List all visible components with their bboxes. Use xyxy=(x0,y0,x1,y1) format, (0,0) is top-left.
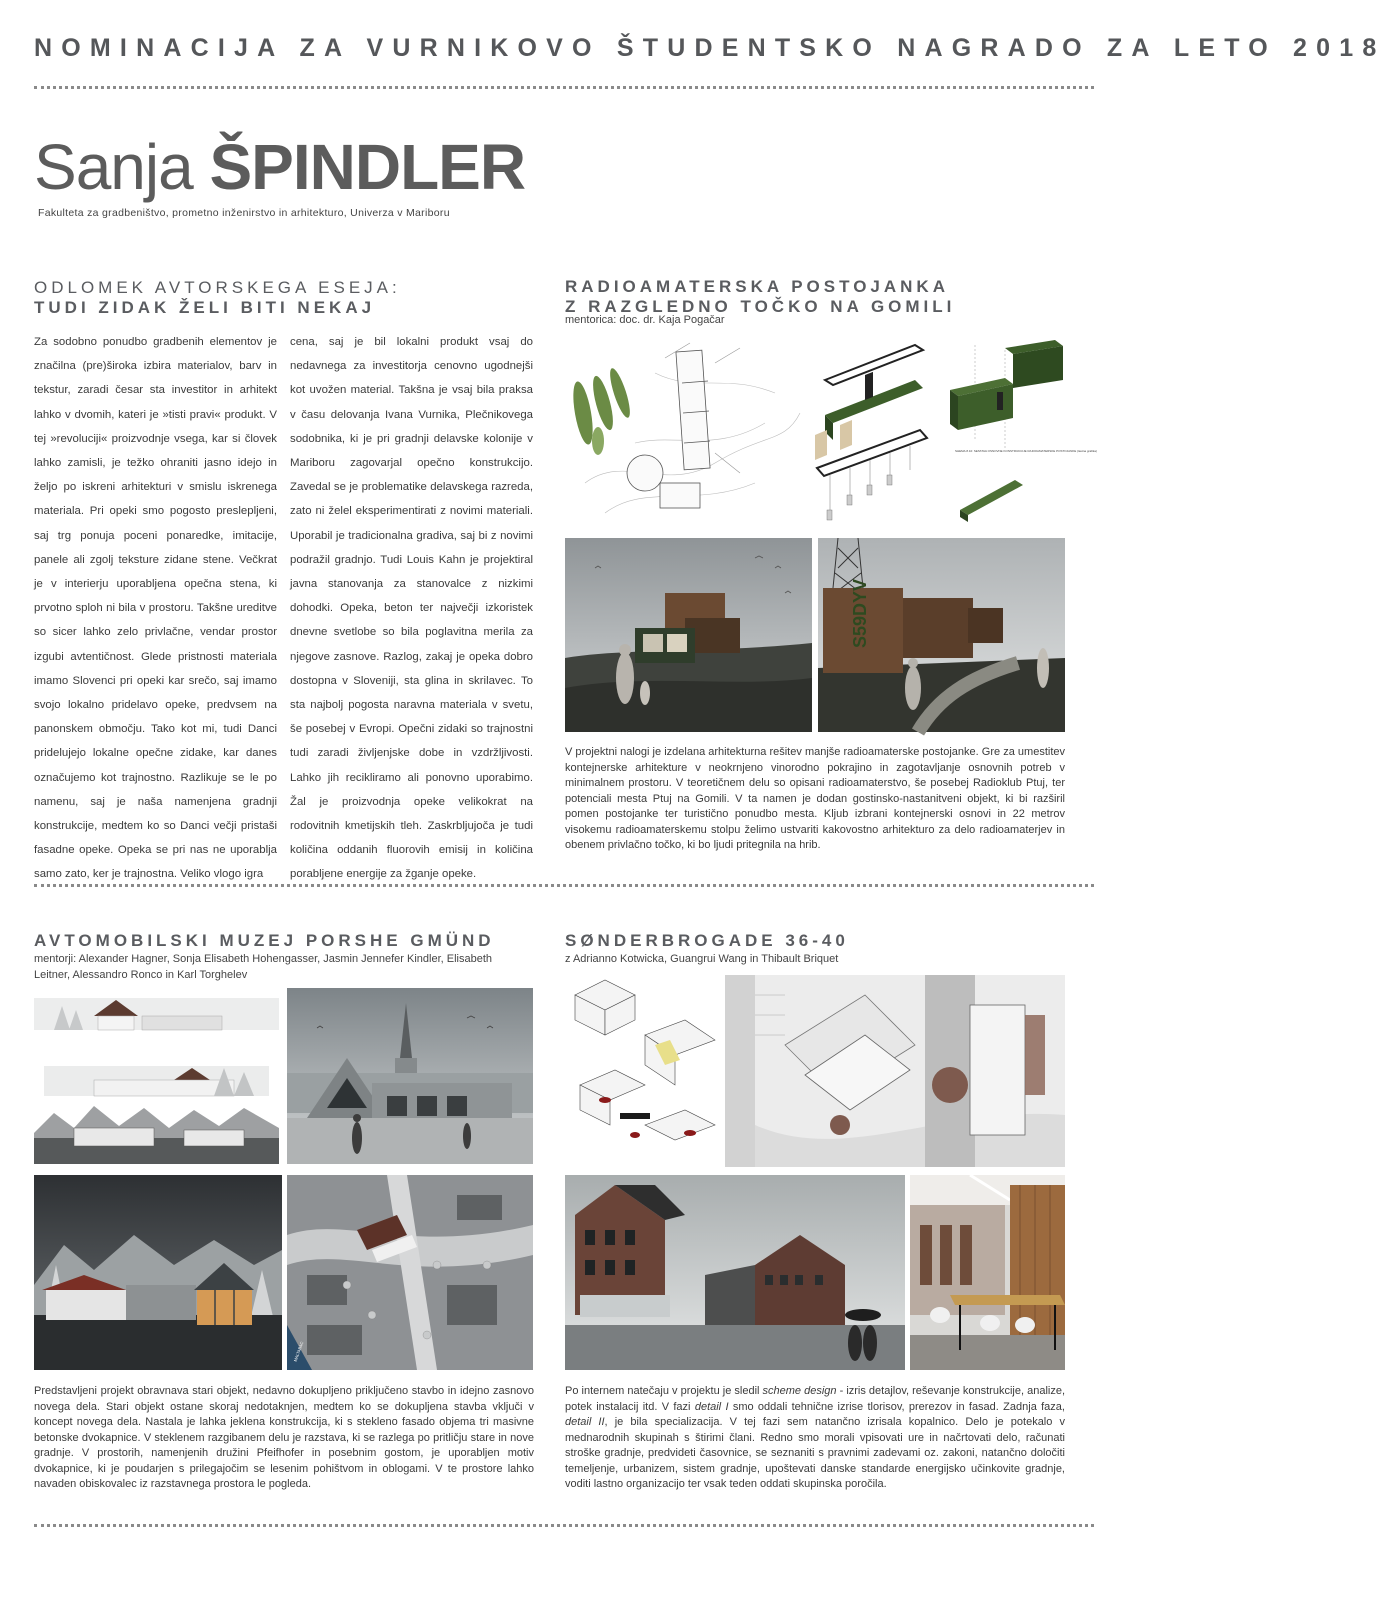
dotted-divider xyxy=(34,86,1094,89)
project1-mentor: mentorica: doc. dr. Kaja Pogačar xyxy=(565,314,725,326)
project2-mentor: mentorji: Alexander Hagner, Sonja Elisabeth Hohengasser, Jasmin Jennefer Kindler, Elisabeth Leitner, Alessandro Ronco in Karl Torghelev xyxy=(34,953,492,981)
project3-axonometric-details xyxy=(565,975,720,1167)
essay-column-1: Za sodobno ponudbo gradbenih elementov je značilna (pre)široka izbira materialov, barv in tekstur, zaradi česar sta investitor in arhitekt lahko v dvomih, kateri je »tisti pravi« produkt. V tej »revoluciji« proizvodnje vsega, kar si človek lahko zamisli, je težko ohraniti jasno idejo in željo po iskreni arhitekturi v smislu iskrenega materiala. Pri opeki smo pogosto preslepljeni, saj trg ponuja poceni ponaredke, imitacije, panele ali zgolj teksture zidane stene. Večkrat je v interierju uporabljena opečna stena, ki prvotno sploh ni bila v prostoru. Takšne ureditve so sicer lahko zelo privlačne, vendar prostor izgubi avtentičnost. Glede pristnosti materiala imamo Slovenci pri opeki kar srečo, saj imamo svojo lokalno pridelavo opeke, predvsem na panonskem območju. Tako kot mi, tudi Danci pridelujejo lokalne opečne zidake, kar danes označujemo kot trajnostno. Razlikuje se le po namenu, saj je naša namenjena gradnji konstrukcije, medtem ko so Danci večji pristaši fasadne opeke. Opeka se pri nas ne uporablja samo zato, ker je trajnostna. Veliko vlogo igra xyxy=(34,336,277,881)
author-last-name: ŠPINDLER xyxy=(209,131,526,203)
project2-site-map xyxy=(287,1175,533,1370)
project1-site-plan xyxy=(565,333,805,523)
project1-render-sign: S59DYV xyxy=(850,578,870,648)
project2-square-render xyxy=(287,988,533,1164)
author-affiliation: Fakulteta za gradbeništvo, prometno inženirstvo in arhitekturo, Univerza v Mariboru xyxy=(38,207,450,219)
project2-description: Predstavljeni projekt obravnava stari objekt, nedavno dokupljeno priključeno stavbo in idejno zasnovo novega dela. Stari objekt ostane skoraj nedotaknjen, medtem ko se dokupljena stavba vključi v koncept novega dela. Nastala je lahka jeklena konstrukcija, ki s stekleno fasado objema tri masivne betonske dvokapnice. V steklenem razgibanem delu je razstava, ki se razlega po pritličju stare in nove gradnje. V prostorih, namenjenih družini Pfeifhofer in posebnim gostom, je uporabljen motiv dvokapnice, ki je poudarjen s prilegajočim se lesenim pohištvom in oblogami. V te prostore lahko navaden obiskovalec iz razstavnega prostora le pogleda. xyxy=(34,1385,534,1490)
project3-text-part1: Po internem natečaju v projektu je sledil xyxy=(565,1385,763,1397)
project2-title: AVTOMOBILSKI MUZEJ PORSHE GMÜND xyxy=(34,931,495,950)
author-name xyxy=(34,130,525,204)
project3-exterior-render xyxy=(565,1175,905,1370)
project3-text-part3: smo oddali tehnične izrise tlorisov, prerezov in fasad. Zadnja faza, xyxy=(728,1400,1065,1413)
dotted-divider xyxy=(34,1524,1094,1527)
essay-title-line2: TUDI ZIDAK ŽELI BITI NEKAJ xyxy=(34,298,376,317)
essay-title-line1: ODLOMEK AVTORSKEGA ESEJA: xyxy=(34,278,401,297)
project3-text-em1: scheme design xyxy=(762,1385,837,1397)
project3-description xyxy=(565,1384,1065,1493)
project1-render-left xyxy=(565,538,812,732)
project1-render-right xyxy=(818,538,1065,732)
author-first-name: Sanja xyxy=(34,131,193,203)
project1-title-line1: RADIOAMATERSKA POSTOJANKA xyxy=(565,277,949,296)
project3-interior-render xyxy=(910,1175,1065,1370)
project3-text-part2: - izris detajlov, reševanje konstrukcije, analize, potek instalacij itd. V fazi xyxy=(565,1385,1066,1413)
project1-title-line2: Z RAZGLEDNO TOČKO NA GOMILI xyxy=(565,297,956,316)
project3-text-em2: detail I xyxy=(694,1400,729,1413)
project3-title: SØNDERBROGADE 36-40 xyxy=(565,931,849,950)
project2-night-render xyxy=(34,1175,282,1370)
project2-map-label: MALTABAC xyxy=(292,1340,305,1363)
project1-exploded-axonometry xyxy=(805,340,945,525)
project1-scheme-caption: SHEMA 8.10: SESTAVA OSNOVNE KONSTRUKCIJE RADIOAMATERSKE POSTOJANKE (lastna grafika) xyxy=(955,449,1097,453)
project1-description: V projektni nalogi je izdelana arhitekturna rešitev manjše radioamaterske postojanke. Gre za umestitev kontejnerske arhitekture v neokrnjeno vinorodno pokrajino in zagotavljanje osnovnih potreb v minimalnem prostoru. V teoretičnem delu so opisani radioamaterstvo, še posebej Radioklub Ptuj, ter potenciali mesta Ptuj na Gomili. V ta namen je dodan gostinsko-nastanitveni objekt, ki bi razširil pomen postojanke ter turistično ponudbo mesta. Kljub izbrani kontejnerski osnovi in 22 metrov visokemu radioamaterskemu stolpu želimo ustvariti kakovostno arhitekturo za delo radioamaterjev in obenem privlačno točko, ki bo ljudi pritegnila na hrib. xyxy=(565,746,1065,851)
project3-text-em3: detail II xyxy=(565,1416,605,1428)
project2-elevations xyxy=(34,988,282,1164)
essay-column-2: cena, saj je bil lokalni produkt vsaj do nedavnega za investitorja cenovno ugodnejši kot uvožen material. Takšna je vsaj bila praksa v času delovanja Ivana Vurnika, Plečnikovega sodobnika, ki je pri gradnji delavske kolonije v Mariboru zagovarjal opečno konstrukcijo. Zavedal se je problematike delavskega razreda, zato ni želel eksperimentirati z novimi materiali. Uporabil je tradicionalna gradiva, saj bi z novimi podražil gradnjo. Tudi Louis Kahn je projektiral javna stanovanja za stanovalce z nizkimi dohodki. Opeka, beton ter največji izkoristek dnevne svetlobe so bila poglavitna merila za njegove zasnove. Razlog, zakaj je opeka dobro dostopna v Sloveniji, sta glina in skrilavec. To sta najbolj pogosta naravna materiala v svetu, še posebej v Evropi. Opečni zidaki so trajnostni tudi zaradi življenjske dobe in vzdržljivosti. Lahko jih recikliramo ali ponovno uporabimo. Žal je proizvodnja opeke velikokrat na rodovitnih kmetijskih tleh. Zaskrbljujoča je tudi količina oddanih fluorovih emisij in količina porabljene energije za žganje opeke. xyxy=(290,336,533,881)
page-header-title: NOMINACIJA ZA VURNIKOVO ŠTUDENTSKO NAGRADO ZA LETO 2018 xyxy=(34,34,1385,62)
project3-site-plan xyxy=(725,975,1065,1167)
project1-title xyxy=(565,277,1095,317)
project3-text-part4: , je bila specializacija. V tej fazi sem natančno izrisala kopalnico. Delo je potekalo v mednarodnih skupinah s štirimi člani. Redno smo morali vpisovati ure in načrtovati delo, računati stroške gradnje, predvideti časovnice, se seznaniti s pravnimi zadevami oz. zakoni, natančno določiti temeljenje, urbanizem, sistem gradnje, upoštevati danske standarde energijsko učinkovite gradnje, voditi lastno organizacijo ter vsak teden oddati skupinska poročila. xyxy=(565,1416,1065,1490)
dotted-divider xyxy=(34,884,1094,887)
project3-mentor: z Adrianno Kotwicka, Guangrui Wang in Thibault Briquet xyxy=(565,953,839,965)
essay-title xyxy=(34,278,534,318)
project1-container-scheme xyxy=(945,340,1097,525)
